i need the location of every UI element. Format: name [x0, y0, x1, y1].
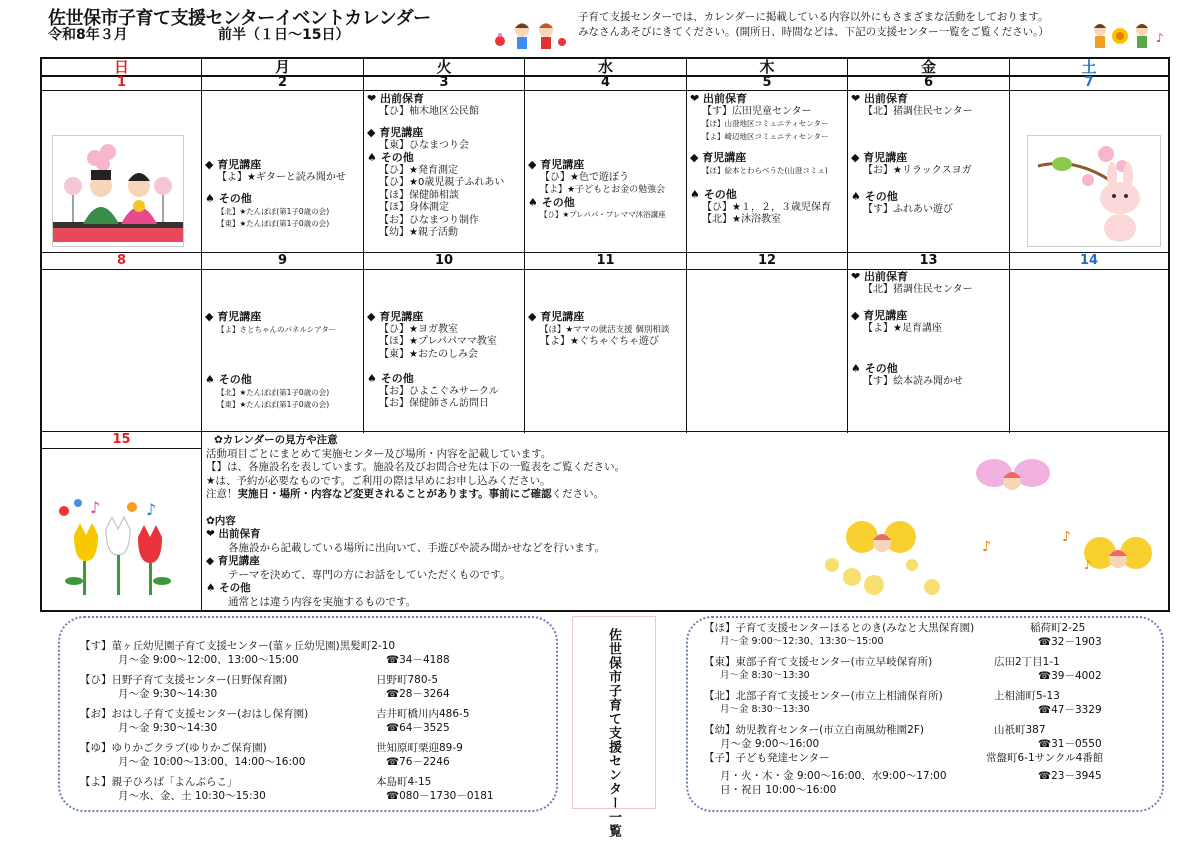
category-other: ♠ その他: [851, 190, 898, 203]
category-outreach: ❤ 出前保育: [367, 93, 425, 105]
event-item: 【お】ひなまつり制作: [379, 214, 479, 226]
event-item: 【東】★たんぽぽ(第1子0歳の会): [217, 219, 330, 228]
center-address: 常盤町6-1サンクル4番館: [986, 752, 1104, 764]
center-name: 【子】子ども発達センター: [704, 752, 830, 764]
center-tel: ☎080－1730－0181: [386, 790, 494, 802]
center-address: 広田2丁目1-1: [994, 656, 1060, 668]
weekday-sun: 日: [113, 58, 129, 76]
note-warning-bold: 実施日・場所・内容など変更されることがあります。事前にご確認: [237, 488, 552, 500]
cell-mar-5: [690, 93, 845, 227]
event-item: 【ほ】山澄地区コミュニティセンター: [702, 119, 829, 128]
category-other: ♠ その他: [851, 362, 898, 375]
center-address: 日野町780-5: [376, 674, 439, 686]
event-item: 【ひ】★0歳児親子ふれあい: [379, 177, 505, 188]
legend-lecture: ◆ 育児講座: [206, 555, 260, 567]
date-1: 1: [116, 75, 127, 90]
category-childcare-lecture: ◆ 育児講座: [528, 159, 585, 171]
legend-outreach: ❤ 出前保育: [206, 528, 261, 540]
category-outreach: ❤ 出前保育: [851, 271, 909, 283]
legend-lecture-desc: テーマを決めて、専門の方にお話をしていただくものです。: [228, 568, 511, 581]
event-item: 【よ】さとちゃんのパネルシアター: [217, 324, 337, 334]
event-item: 【よ】★ギターと読み聞かせ: [217, 171, 346, 183]
center-address: 上相浦町5-13: [994, 690, 1060, 702]
category-other: ♠ その他: [367, 151, 414, 164]
center-name: 【お】おはし子育て支援センター(おはし保育園): [80, 708, 309, 720]
event-item: 【よ】★ぐちゃぐちゃ遊び: [540, 336, 659, 347]
date-8: 8: [116, 253, 127, 268]
event-item: 【ほ】★プレパパママ教室: [379, 336, 497, 347]
category-other: ♠ その他: [205, 192, 252, 205]
svg-text:♪: ♪: [1084, 558, 1092, 572]
legend-other: ♠ その他: [206, 582, 251, 594]
event-item: 【ひ】★プレパパ・プレママ沐浴講座: [540, 210, 666, 219]
directory-title: 佐世保市子育て支援センター一覧: [606, 628, 621, 838]
center-tel: ☎39－4002: [1038, 670, 1102, 682]
date-10: 10: [434, 253, 454, 268]
cell-mar-4: [528, 159, 683, 222]
event-item: 【ほ】身体測定: [379, 202, 449, 213]
hina-dolls-image: [52, 135, 184, 247]
event-item: 【ひ】★１，２，３歳児保育: [702, 201, 831, 213]
center-hours: 月・火・木・金 9:00～16:00、水9:00～17:00: [720, 770, 947, 782]
center-address: 山祇町387: [994, 724, 1046, 736]
center-tel: ☎47－3329: [1038, 704, 1102, 716]
center-tel: ☎31－0550: [1038, 738, 1102, 750]
center-hours-holiday: 日・祝日 10:00～16:00: [720, 784, 837, 796]
event-item: 【ひ】★ヨガ教室: [379, 323, 458, 335]
center-hours: 月～水、金、土 10:30～15:30: [118, 790, 266, 802]
cell-mar-6: [851, 93, 1006, 216]
notes-heading-content: ✿内容: [206, 514, 236, 527]
weekday-tue: 火: [436, 58, 452, 76]
svg-text:♪: ♪: [1156, 31, 1164, 45]
tulips-image: [54, 495, 178, 597]
cell-mar-3: [367, 93, 522, 240]
notice-line-1: 子育て支援センターでは、カレンダーに掲載している内容以外にもさまざまな活動をしております。: [578, 11, 1049, 23]
svg-text:♪: ♪: [1062, 529, 1071, 545]
center-address: 稲荷町2-25: [1030, 622, 1086, 634]
svg-text:♪: ♪: [982, 539, 991, 555]
category-childcare-lecture: ◆ 育児講座: [367, 311, 424, 323]
svg-text:♪: ♪: [90, 498, 101, 517]
date-3: 3: [439, 75, 449, 90]
directory-left: [80, 639, 540, 803]
event-item: 【ひ】★発育測定: [379, 164, 458, 176]
category-childcare-lecture: ◆ 育児講座: [205, 159, 262, 171]
cell-mar-10: [367, 311, 522, 411]
center-hours: 月～金 8:30～13:30: [720, 704, 810, 715]
notice-line-2: みなさんあそびにきてください。(開所日、時間などは、下記の支援センター一覧をご覧ください。）: [578, 26, 1049, 38]
center-hours: 月～金 9:00～12:30、13:30～15:00: [720, 636, 884, 647]
event-item: 【お】★リラックスヨガ: [863, 164, 972, 176]
event-item: 【す】絵本読み聞かせ: [863, 375, 963, 387]
notes-heading: ✿カレンダーの見方や注意: [214, 434, 338, 446]
date-14: 14: [1079, 253, 1099, 268]
butterfly-fairies-icon: [782, 445, 1152, 607]
weekday-mon: 月: [274, 58, 290, 76]
event-item: 【ひ】柚木地区公民館: [379, 105, 479, 117]
cell-mar-2: [205, 159, 360, 231]
center-hours: 月～金 9:30～14:30: [118, 688, 218, 700]
event-item: 【お】保健師さん訪問日: [379, 398, 489, 409]
date-5: 5: [762, 75, 772, 90]
event-item: 【北】★たんぽぽ(第1子0歳の会): [217, 387, 330, 397]
center-name: 【す】菫ヶ丘幼児園子育て支援センター(菫ヶ丘幼児園)黒髪町2-10: [80, 640, 396, 652]
weekday-sat: 土: [1081, 58, 1097, 76]
center-name: 【ゆ】ゆりかごクラブ(ゆりかご保育園): [80, 742, 267, 754]
category-other: ♠ その他: [690, 188, 737, 201]
center-name: 【北】北部子育て支援センター(市立上相浦保育所): [704, 690, 943, 702]
center-name: 【東】東部子育て支援センター(市立早岐保育所): [704, 656, 933, 668]
center-name: 【ひ】日野子育て支援センター(日野保育園): [80, 674, 288, 686]
date-4: 4: [600, 75, 611, 90]
note-line: 【】は、各施設名を表しています。施設名及びお問合せ先は下の一覧表をご覧ください。: [206, 461, 626, 473]
directory-right: [704, 621, 1150, 797]
center-hours: 月～金 9:30～14:30: [118, 722, 218, 734]
category-other: ♠ その他: [367, 372, 414, 385]
category-other: ♠ その他: [205, 373, 252, 386]
center-name: 【幼】幼児教育センター(市立白南風幼稚園2F): [704, 724, 924, 736]
legend-other-desc: 通常とは違う内容を実施するものです。: [228, 595, 417, 608]
cell-mar-11: [528, 311, 683, 349]
date-15: 15: [112, 432, 131, 447]
event-item: 【幼】★親子活動: [379, 227, 458, 238]
center-tel: ☎32－1903: [1038, 636, 1102, 648]
month-label: 令和8年３月: [48, 27, 128, 43]
event-item: 【よ】★子どもとお金の勉強会: [540, 185, 666, 195]
event-item: 【す】広田児童センター: [702, 105, 812, 117]
center-hours: 月～金 8:30～13:30: [720, 670, 810, 681]
svg-text:♪: ♪: [146, 500, 157, 519]
center-hours: 月～金 10:00～13:00、14:00～16:00: [118, 756, 306, 768]
date-6: 6: [923, 75, 934, 90]
date-12: 12: [757, 253, 777, 268]
note-warning: [206, 488, 806, 502]
legend-outreach-desc: 各施設から記載している場所に出向いて、手遊びや読み聞かせなどを行います。: [228, 541, 605, 554]
date-13: 13: [919, 253, 938, 268]
event-item: 【ひ】★色で遊ぼう: [540, 171, 629, 183]
weekday-thu: 木: [759, 58, 775, 76]
calendar-grid: [40, 57, 1170, 612]
center-tel: ☎76－2246: [386, 756, 450, 768]
event-item: 【す】ふれあい遊び: [863, 203, 953, 215]
event-item: 【お】ひよこぐみサークル: [379, 385, 499, 397]
center-tel: ☎34－4188: [386, 654, 450, 666]
event-item: 【北】猪調住民センター: [863, 105, 973, 117]
event-item: 【東】ひなまつり会: [379, 139, 469, 151]
cell-mar-13: [851, 271, 1006, 388]
event-item: 【ほ】★ママの就活支援 個別相談: [540, 324, 670, 335]
page-title: 佐世保市子育て支援センターイベントカレンダー: [48, 8, 431, 29]
event-item: 【ほ】保健師相談: [379, 189, 459, 201]
center-tel: ☎23－3945: [1038, 770, 1102, 782]
center-tel: ☎28－3264: [386, 688, 450, 700]
kids-flower-illustration-icon: [1090, 20, 1168, 52]
category-childcare-lecture: ◆ 育児講座: [528, 311, 585, 323]
notice-text: [578, 10, 1098, 40]
note-warning-suffix: ください。: [551, 488, 605, 500]
category-outreach: ❤ 出前保育: [690, 93, 748, 105]
category-childcare-lecture: ◆ 育児講座: [851, 309, 908, 322]
category-childcare-lecture: ◆ 育児講座: [205, 311, 262, 323]
weekday-fri: 金: [920, 58, 936, 76]
event-item: 【北】★たんぽぽ(第1子0歳の会): [217, 206, 330, 216]
category-childcare-lecture: ◆ 育児講座: [367, 126, 424, 139]
date-7: 7: [1084, 75, 1094, 90]
event-item: 【よ】崎辺地区コミュニティセンター: [702, 131, 829, 141]
category-outreach: ❤ 出前保育: [851, 93, 909, 105]
event-item: 【北】猪調住民センター: [863, 283, 973, 295]
category-childcare-lecture: ◆ 育児講座: [851, 151, 908, 164]
event-item: 【東】★たんぽぽ(第1子0歳の会): [217, 400, 330, 409]
weekday-wed: 水: [597, 58, 613, 76]
note-line: 活動項目ごとにまとめて実施センター及び場所・内容を記載しています。: [206, 447, 552, 460]
bunny-bird-image: [1027, 135, 1161, 247]
date-2: 2: [277, 75, 288, 90]
center-tel: ☎64－3525: [386, 722, 450, 734]
date-11: 11: [596, 253, 615, 268]
center-address: 本島町4-15: [376, 776, 432, 788]
category-other: ♠ その他: [528, 195, 575, 209]
note-warning-prefix: 注意！: [206, 488, 238, 500]
event-item: 【ほ】絵本とわらべうた(山澄コミュ): [702, 165, 828, 175]
half-label: 前半（１日～15日）: [218, 27, 350, 43]
event-item: 【北】★沐浴教室: [702, 214, 781, 225]
date-9: 9: [277, 253, 288, 268]
event-item: 【よ】★足育講座: [863, 322, 942, 334]
center-hours: 月～金 9:00～12:00、13:00～15:00: [118, 654, 299, 666]
cell-mar-9: [205, 311, 360, 412]
center-name: 【ほ】子育て支援センターほるとのき(みなと大黒保育園): [704, 622, 975, 634]
category-childcare-lecture: ◆ 育児講座: [690, 151, 747, 164]
note-line: ★は、予約が必要なものです。ご利用の際は早めにお申し込みください。: [206, 474, 551, 487]
center-name: 【よ】親子ひろば「よんぶらこ」: [80, 776, 238, 788]
center-address: 世知原町栗迎89-9: [376, 742, 463, 754]
center-address: 吉井町橋川内486-5: [376, 708, 470, 720]
kids-illustration-icon: [488, 18, 570, 52]
event-item: 【東】★おたのしみ会: [379, 348, 478, 360]
legend-notes: [206, 434, 806, 609]
center-hours: 月～金 9:00～16:00: [720, 738, 820, 750]
